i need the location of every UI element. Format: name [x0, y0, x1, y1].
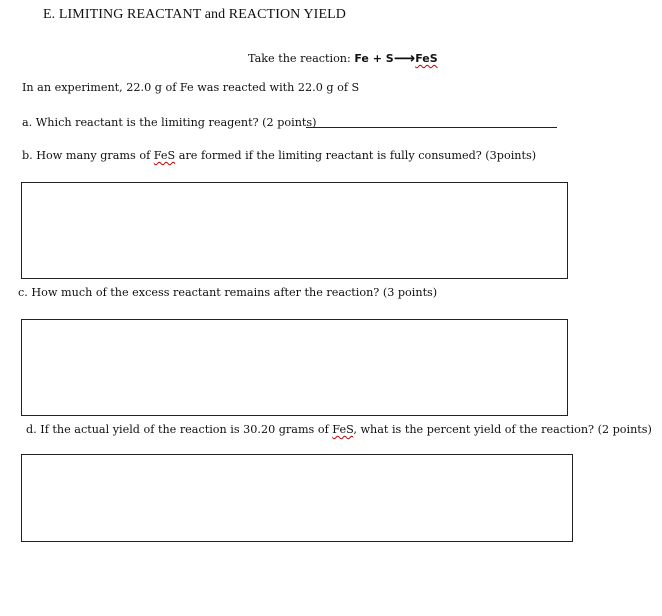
question-b-compound: FeS	[153, 149, 176, 162]
answer-box-b[interactable]	[21, 182, 568, 279]
section-title: E. LIMITING REACTANT and REACTION YIELD	[43, 7, 346, 22]
reaction-prefix: Take the reaction:	[248, 52, 355, 65]
question-b	[22, 149, 536, 162]
question-d-compound: FeS	[332, 423, 354, 436]
question-b-before: b. How many grams of	[22, 149, 154, 162]
question-a: a. Which reactant is the limiting reagent? (2 points)	[22, 116, 317, 129]
reaction-arrow-icon: ⟶	[393, 49, 416, 67]
reaction-line	[248, 49, 438, 67]
reaction-equation: Fe + S	[354, 52, 394, 65]
intro-text: In an experiment, 22.0 g of Fe was reacted with 22.0 g of S	[22, 81, 360, 94]
question-c: c. How much of the excess reactant remains after the reaction? (3 points)	[18, 286, 438, 299]
question-d	[26, 423, 652, 436]
answer-line-a[interactable]	[306, 127, 557, 128]
answer-box-c[interactable]	[21, 319, 568, 416]
reaction-product: FeS	[415, 52, 438, 65]
question-d-before: d. If the actual yield of the reaction is 30.20 grams of	[26, 423, 333, 436]
question-d-after: , what is the percent yield of the reaction? (2 points)	[353, 423, 652, 436]
question-b-after: are formed if the limiting reactant is fully consumed? (3points)	[175, 149, 537, 162]
answer-box-d[interactable]	[21, 454, 573, 542]
